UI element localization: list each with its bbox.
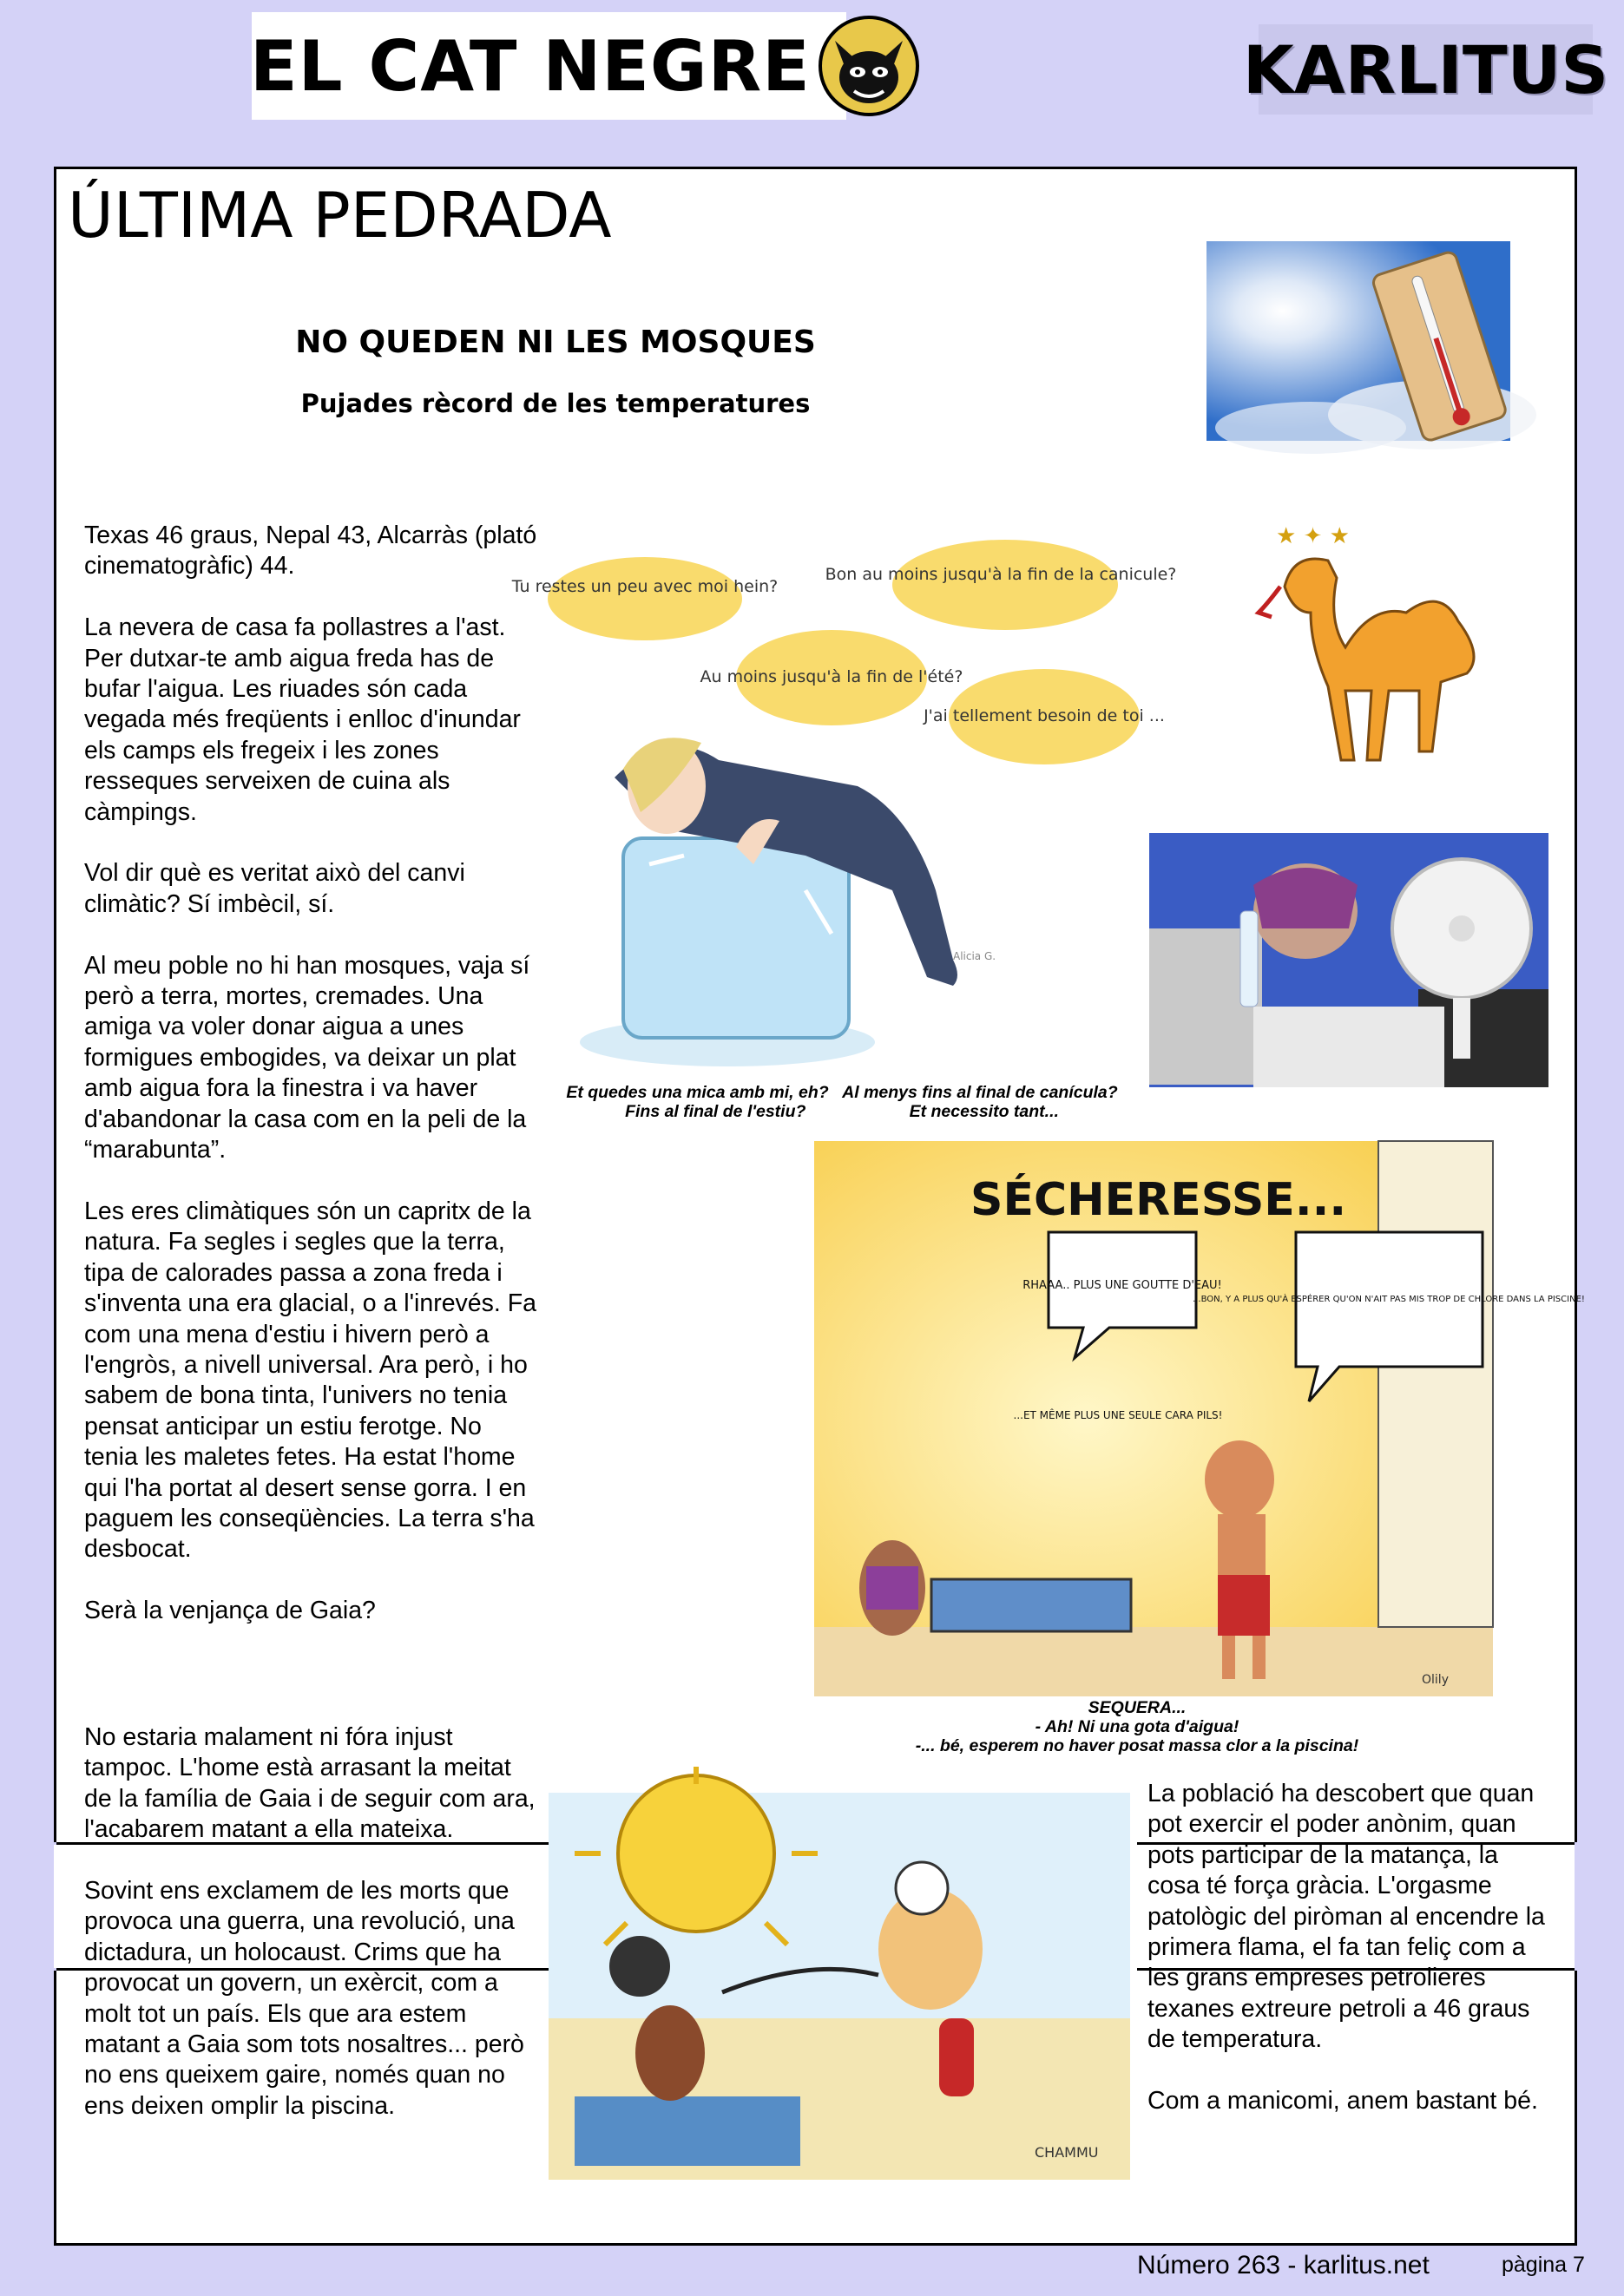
comic1-bubble-4: J'ai tellement besoin de toi ... <box>924 706 1165 725</box>
caption-line: Et quedes una mica amb mi, eh? Al menys fins al final de canícula? <box>566 1083 1118 1102</box>
article-paragraph: Texas 46 graus, Nepal 43, Alcarràs (plató cinematogràfic) 44. <box>84 522 537 581</box>
comic2-caption <box>781 1698 1493 1755</box>
footer-page-number: pàgina 7 <box>1502 2253 1585 2277</box>
article-column-left-lower <box>84 1722 540 2153</box>
comic1-bubble-2: Bon au moins jusqu'à la fin de la canicule? <box>825 565 1177 584</box>
comic-secheresse <box>814 1141 1585 1696</box>
article-column-left <box>84 521 540 1657</box>
article-paragraph: Al meu poble no hi han mosques, vaja sí però a terra, mortes, cremades. Una amiga va voler donar aigua a unes formigues embogides, va deixar un plat amb aigua fora la finestra i va haver d'abandonar la casa com en la peli de la “marabunta”. <box>84 951 530 1164</box>
comic-ice-block <box>511 526 1177 1081</box>
headline: NO QUEDEN NI LES MOSQUES <box>295 325 816 360</box>
footer-issue: Número 263 - karlitus.net <box>1137 2251 1430 2280</box>
comic3-signature: CHAMMU <box>1035 2144 1099 2161</box>
comic2-title: SÉCHERESSE... <box>970 1174 1347 1226</box>
article-paragraph: La nevera de casa fa pollastres a l'ast. Per dutxar-te amb aigua freda has de bufar l'aigua. Les riuades són cada vegada més freqüents i enlloc d'inundar els camps els fregeix i les zones resseques serveixen de cuina als càmpings. <box>84 613 521 826</box>
svg-text:★ ✦ ★: ★ ✦ ★ <box>1276 523 1350 549</box>
frame-gap-side <box>54 1845 56 1968</box>
comic2-signature: Olily <box>1422 1673 1449 1687</box>
comic2-bubble-left: RHAAA.. PLUS UNE GOUTTE D'EAU! <box>1022 1279 1222 1292</box>
caption-line: -... bé, esperem no haver posat massa clor a la piscina! <box>915 1736 1359 1755</box>
comic1-bubble-3: Au moins jusqu'à la fin de l'été? <box>700 667 963 686</box>
article-paragraph: Vol dir què es veritat això del canvi climàtic? Sí imbècil, sí. <box>84 859 465 918</box>
frame-gap-side <box>1575 1842 1577 1971</box>
article-paragraph: La població ha descobert que quan pot exercir el poder anònim, quan pots participar de la matança, la cosa té força gràcia. L'orgasme patològic del piròman al encendre la primera flama, el fa tan feliç com a les grans empreses petrolieres texanes extreure petroli a 46 graus de temperatura. <box>1147 1780 1545 2054</box>
article-paragraph: Serà la venjança de Gaia? <box>84 1597 376 1625</box>
article-paragraph: Les eres climàtiques són un capritx de la natura. Fa segles i segles que la terra, tipa de calorades passa a zona freda i s'inventa una era glacial, o a l'inrevés. Fa com una mena d'estiu i hivern però a l'engròs, a nivell universal. Ara però, i ho sabem de bona tinta, l'univers no tenia pensat anticipar un estiu ferotge. No tenia les maletes fetes. Ha estat l'home qui l'ha portat al desert sense gorra. I en paguem les conseqüències. La terra s'ha desbocat. <box>84 1197 537 1564</box>
section-title: ÚLTIMA PEDRADA <box>68 179 612 252</box>
dizzy-camel-illustration <box>1233 517 1493 777</box>
caption-line: Fins al final de l'estiu? Et necessito tant... <box>625 1102 1059 1121</box>
thermometer-sun-photo <box>1206 241 1510 441</box>
comic1-bubble-1: Tu restes un peu avec moi hein? <box>511 577 779 596</box>
masthead-logo-right <box>1242 24 1609 115</box>
caption-line: SEQUERA... <box>1088 1698 1187 1717</box>
black-cat-logo-icon <box>818 15 920 117</box>
comic2-bubble-right: ...BON, Y A PLUS QU'À ESPÉRER QU'ON N'AIT PAS MIS TROP DE CHLORE DANS LA PISCINE! <box>1193 1295 1585 1304</box>
masthead-title-left: EL CAT NEGRE <box>250 25 811 107</box>
comic-sun-firefighter <box>549 1793 1130 2180</box>
article-column-right <box>1147 1779 1551 2148</box>
man-with-fan-photo <box>1149 833 1548 1087</box>
article-paragraph: No estaria malament ni fóra injust tampoc. L'home està arrasant la meitat de la família de Gaia i de seguir com ara, l'acabarem matant a ella mateixa. <box>84 1723 536 1844</box>
article-paragraph: Sovint ens exclamem de les morts que provoca una guerra, una revolució, una dictadura, un holocaust. Crims que ha provocat un govern, un exèrcit, com a molt tot un país. Els que ara estem matant a Gaia som tots nosaltres... però no ens queixem gaire, només quan no ens deixen omplir la piscina. <box>84 1877 524 2120</box>
comic2-bubble-small: ...ET MÊME PLUS UNE SEULE CARA PILS! <box>1013 1409 1223 1421</box>
subheadline: Pujades rècord de les temperatures <box>300 389 811 418</box>
article-paragraph: Com a manicomi, anem bastant bé. <box>1147 2087 1538 2116</box>
caption-line: - Ah! Ni una gota d'aigua! <box>1035 1717 1239 1736</box>
comic1-signature: Alicia G. <box>953 950 996 962</box>
masthead-logo-left <box>252 12 846 120</box>
masthead-title-right: KARLITUS <box>1242 30 1609 108</box>
comic1-caption <box>547 1083 1137 1121</box>
